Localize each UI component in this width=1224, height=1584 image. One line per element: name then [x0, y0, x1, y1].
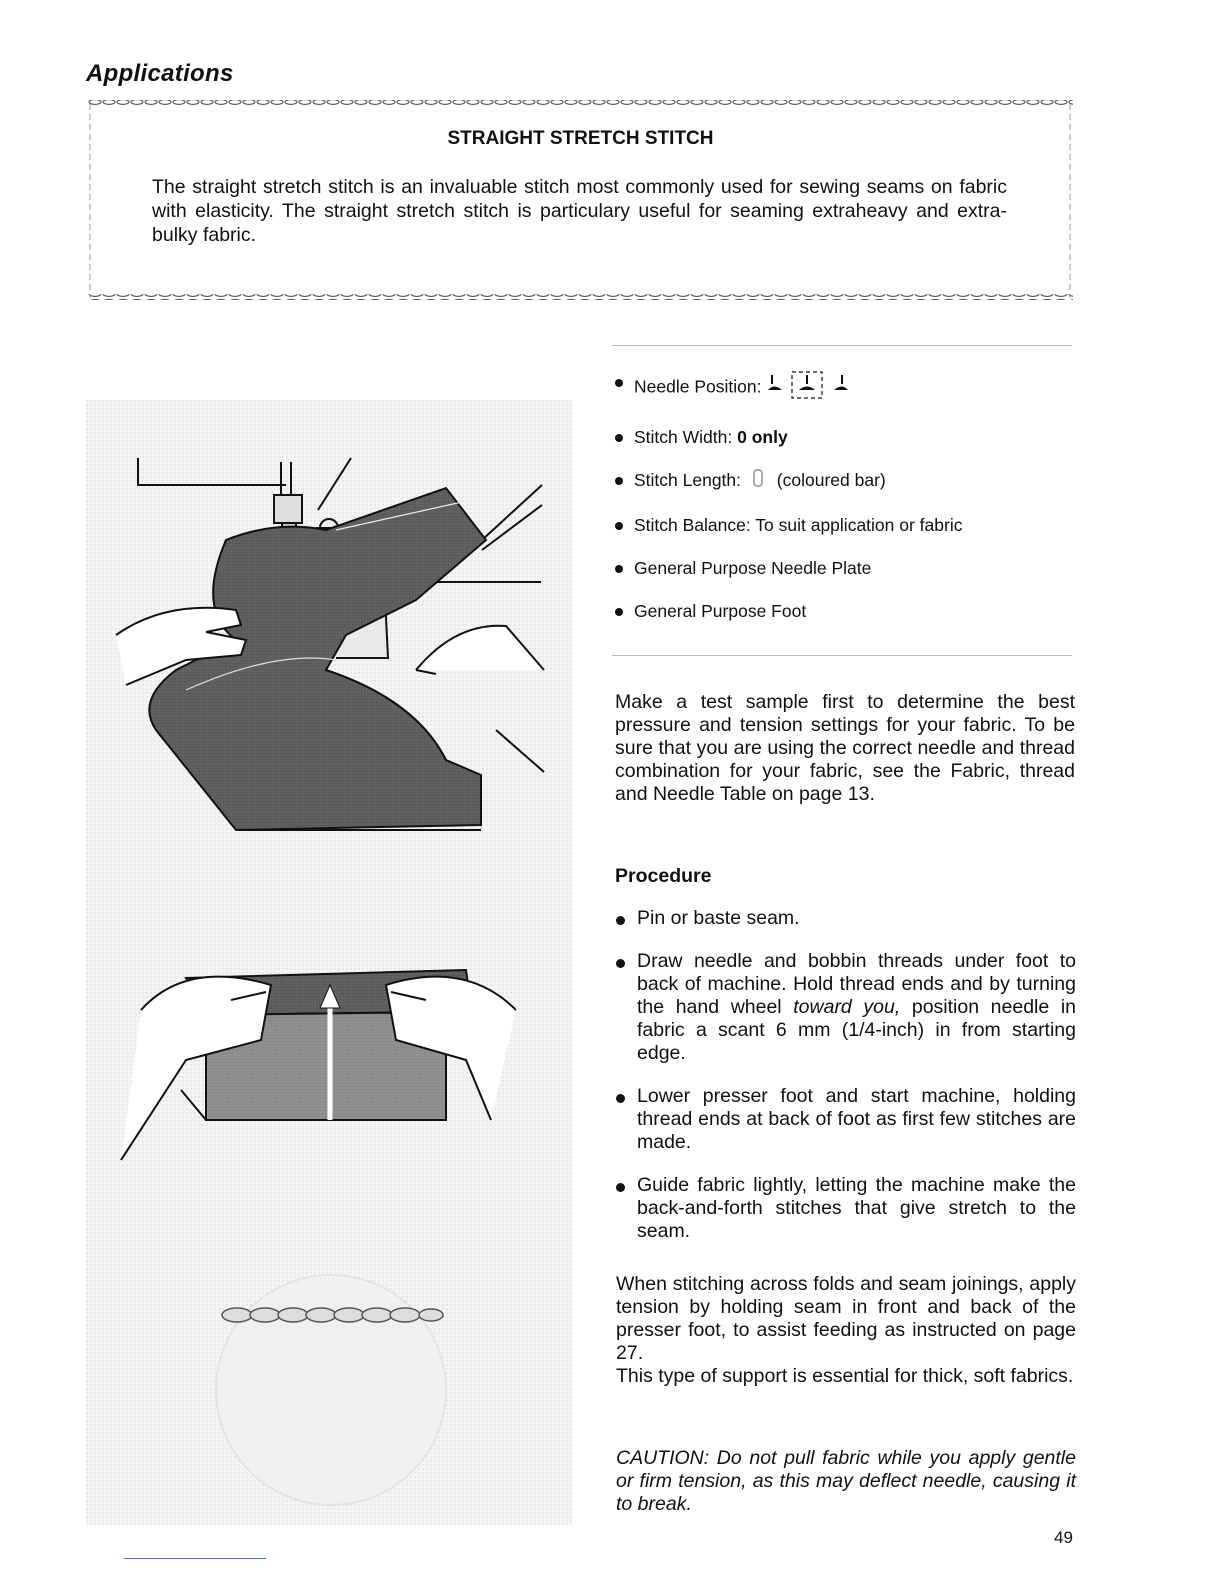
stitch-length-value: (coloured bar) — [776, 470, 886, 490]
needle-position-label: Needle Position: — [634, 376, 762, 397]
coloured-bar-icon — [746, 468, 772, 494]
list-item: Pin or baste seam. — [614, 907, 1076, 930]
divider — [612, 655, 1072, 656]
list-item: Stitch Balance: To suit application or fabric — [614, 513, 1044, 537]
list-item — [614, 370, 1044, 406]
illustration-panel — [86, 400, 572, 1525]
page-number: 49 — [1054, 1528, 1073, 1547]
tension-text: When stitching across folds and seam joinings, apply tension by holding seam in front and back of the presser foot, to assist feeding as instructed on page 27. This type of support is essential for thick, soft fabrics. — [616, 1273, 1076, 1387]
test-sample-text: Make a test sample first to determine the best pressure and tension settings for your fabric. To be sure that you are using the correct needle and thread combination for your fabric, see the Fabric, thread and Needle Table on page 13. — [615, 691, 1075, 805]
list-item: Guide fabric lightly, letting the machine make the back-and-forth stitches that give stretch to the seam. — [614, 1174, 1076, 1243]
stitch-width-value: 0 only — [737, 427, 788, 447]
procedure-list — [614, 907, 1076, 1263]
caution-text: CAUTION: Do not pull fabric while you apply gentle or firm tension, as this may deflect needle, causing it to break. — [616, 1447, 1076, 1515]
list-item: General Purpose Needle Plate — [614, 556, 1044, 580]
box-text: The straight stretch stitch is an invaluable stitch most commonly used for sewing seams on fabric with elasticity. The straight stretch stitch is particulary useful for seaming extraheavy and extra-bulky fabric. — [152, 176, 1007, 246]
divider — [612, 345, 1072, 346]
procedure-heading: Procedure — [615, 865, 712, 887]
box-heading: STRAIGHT STRETCH STITCH — [447, 128, 714, 149]
section-title: Applications — [86, 60, 234, 87]
footer-line — [124, 1558, 266, 1559]
list-item: Draw needle and bobbin threads under foot to back of machine. Hold thread ends and by turning the hand wheel toward you, position needle in fabric a scant 6 mm (1/4-inch) in from starting edge. — [614, 950, 1076, 1065]
stitch-sample-illustration — [216, 1275, 446, 1505]
list-item — [614, 468, 1044, 494]
list-item — [614, 425, 1044, 449]
list-item: General Purpose Foot — [614, 599, 1044, 623]
stitch-width-label: Stitch Width: — [634, 427, 733, 447]
intro-box — [88, 98, 1073, 302]
list-item: Lower presser foot and start machine, holding thread ends at back of foot as first few stitches are made. — [614, 1085, 1076, 1154]
stitch-length-label: Stitch Length: — [634, 470, 742, 490]
needle-position-icon — [766, 370, 858, 406]
settings-list — [614, 370, 1044, 642]
